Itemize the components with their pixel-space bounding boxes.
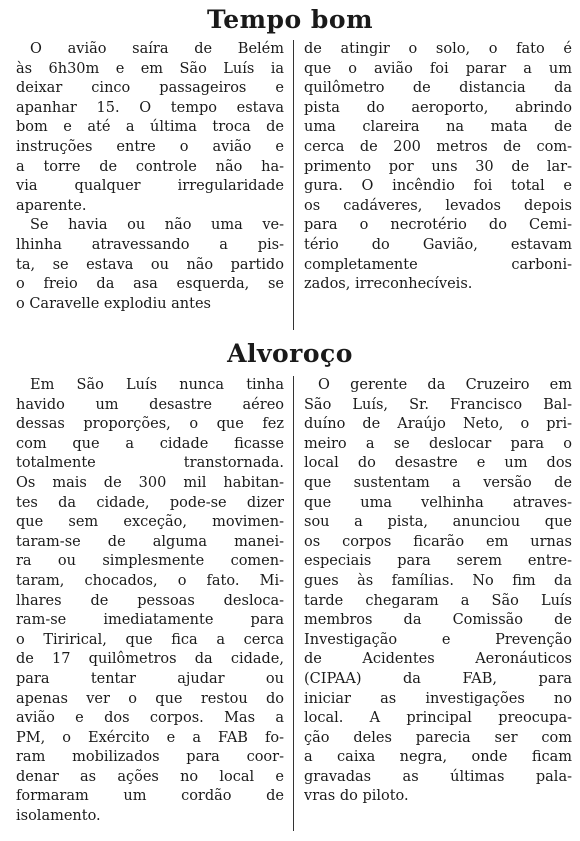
text-line: a caixa negra, onde ficam xyxy=(304,749,572,766)
text-line: local do desastre e um dos xyxy=(304,455,572,472)
text-line: via qualquer irregularidade xyxy=(16,178,284,195)
column-4 xyxy=(304,376,572,807)
text-line: uma clareira na mata de xyxy=(304,119,572,136)
text-line: gura. O incêndio foi total e xyxy=(304,178,572,195)
text-line: o Caravelle explodiu antes xyxy=(16,295,211,312)
text-line: ção deles parecia ser com xyxy=(304,729,572,746)
text-line: iniciar as investigações no xyxy=(304,690,572,707)
text-line: Os mais de 300 mil habitan- xyxy=(16,474,284,491)
text-line: zados, irreconhecíveis. xyxy=(304,276,473,293)
text-line: Se havia ou não uma ve- xyxy=(30,217,284,234)
column-3 xyxy=(16,376,284,827)
text-line: sou a pista, anunciou que xyxy=(304,514,572,531)
text-line: O gerente da Cruzeiro em xyxy=(318,377,572,393)
text-line: isolamento. xyxy=(16,808,101,825)
text-line: a torre de controle não ha- xyxy=(16,158,284,175)
text-line: PM, o Exército e a FAB fo- xyxy=(16,729,284,746)
text-line: primento por uns 30 de lar- xyxy=(304,158,572,175)
text-line: que sustentam a versão de xyxy=(304,474,572,491)
text-line: formaram um cordão de xyxy=(16,788,284,805)
text-line: que o avião foi parar a um xyxy=(304,60,572,77)
text-line: para o necrotério do Cemi- xyxy=(304,217,572,234)
text-line: gues às famílias. No fim da xyxy=(304,572,572,589)
text-line: ram-se imediatamente para xyxy=(16,612,284,629)
text-line: deixar cinco passageiros e xyxy=(16,80,284,97)
text-line: os corpos ficarão em urnas xyxy=(304,533,572,550)
text-line: Em São Luís nunca tinha xyxy=(30,377,284,393)
text-line: taram, chocados, o fato. Mi- xyxy=(16,572,284,589)
text-line: para tentar ajudar ou xyxy=(16,670,284,687)
text-line: lhares de pessoas desloca- xyxy=(16,592,284,609)
text-line: havido um desastre aéreo xyxy=(16,396,284,413)
text-line: o Tirirical, que fica a cerca xyxy=(16,631,284,648)
text-line: vras do piloto. xyxy=(304,788,409,805)
text-line: que uma velhinha atraves- xyxy=(304,494,572,511)
text-line: (CIPAA) da FAB, para xyxy=(304,670,572,687)
text-line: lhinha atravessando a pis- xyxy=(16,236,284,253)
text-line: duíno de Araújo Neto, o pri- xyxy=(304,416,572,433)
text-line: membros da Comissão de xyxy=(304,612,572,629)
text-line: dessas proporções, o que fez xyxy=(16,416,284,433)
text-line: apenas ver o que restou do xyxy=(16,690,284,707)
text-line: de atingir o solo, o fato é xyxy=(304,41,572,57)
text-line: meiro a se deslocar para o xyxy=(304,435,572,452)
headline-tempo-bom: Tempo bom xyxy=(206,5,374,34)
column-1 xyxy=(16,40,284,314)
text-line: gravadas as últimas pala- xyxy=(304,768,572,785)
text-line: totalmente transtornada. xyxy=(16,455,284,472)
text-line: local. A principal preocupa- xyxy=(304,710,572,727)
column-divider xyxy=(293,40,294,330)
text-line: os cadáveres, levados depois xyxy=(304,197,572,214)
text-line: de Acidentes Aeronáuticos xyxy=(304,651,572,668)
text-line: ta, se estava ou não partido xyxy=(16,256,284,273)
text-line: tério do Gavião, estavam xyxy=(304,236,572,253)
text-line: aparente. xyxy=(16,197,87,214)
text-line: pista do aeroporto, abrindo xyxy=(304,99,572,116)
text-line: apanhar 15. O tempo estava xyxy=(16,99,284,116)
text-line: bom e até a última troca de xyxy=(16,119,284,136)
text-line: às 6h30m e em São Luís ia xyxy=(16,60,284,77)
text-line: avião e dos corpos. Mas a xyxy=(16,710,284,727)
text-line: completamente carboni- xyxy=(304,256,572,273)
text-line: denar as ações no local e xyxy=(16,768,284,785)
text-line: quilômetro de distancia da xyxy=(304,80,572,97)
text-line: taram-se de alguma manei- xyxy=(16,533,284,550)
text-line: que sem exceção, movimen- xyxy=(16,514,284,531)
text-line: ra ou simplesmente comen- xyxy=(16,553,284,570)
text-line: cerca de 200 metros de com- xyxy=(304,138,572,155)
text-line: tes da cidade, pode-se dizer xyxy=(16,494,284,511)
column-divider xyxy=(293,376,294,831)
text-line: Investigação e Prevenção xyxy=(304,631,572,648)
text-line: instruções entre o avião e xyxy=(16,138,284,155)
text-line: de 17 quilômetros da cidade, xyxy=(16,651,284,668)
text-line: São Luís, Sr. Francisco Bal- xyxy=(304,396,572,413)
headline-alvoroco: Alvoroço xyxy=(227,339,353,368)
text-line: tarde chegaram a São Luís xyxy=(304,592,572,609)
column-2 xyxy=(304,40,572,295)
text-line: especiais para serem entre- xyxy=(304,553,572,570)
text-line: o freio da asa esquerda, se xyxy=(16,276,284,293)
text-line: com que a cidade ficasse xyxy=(16,435,284,452)
text-line: O avião saíra de Belém xyxy=(30,41,284,57)
text-line: ram mobilizados para coor- xyxy=(16,749,284,766)
